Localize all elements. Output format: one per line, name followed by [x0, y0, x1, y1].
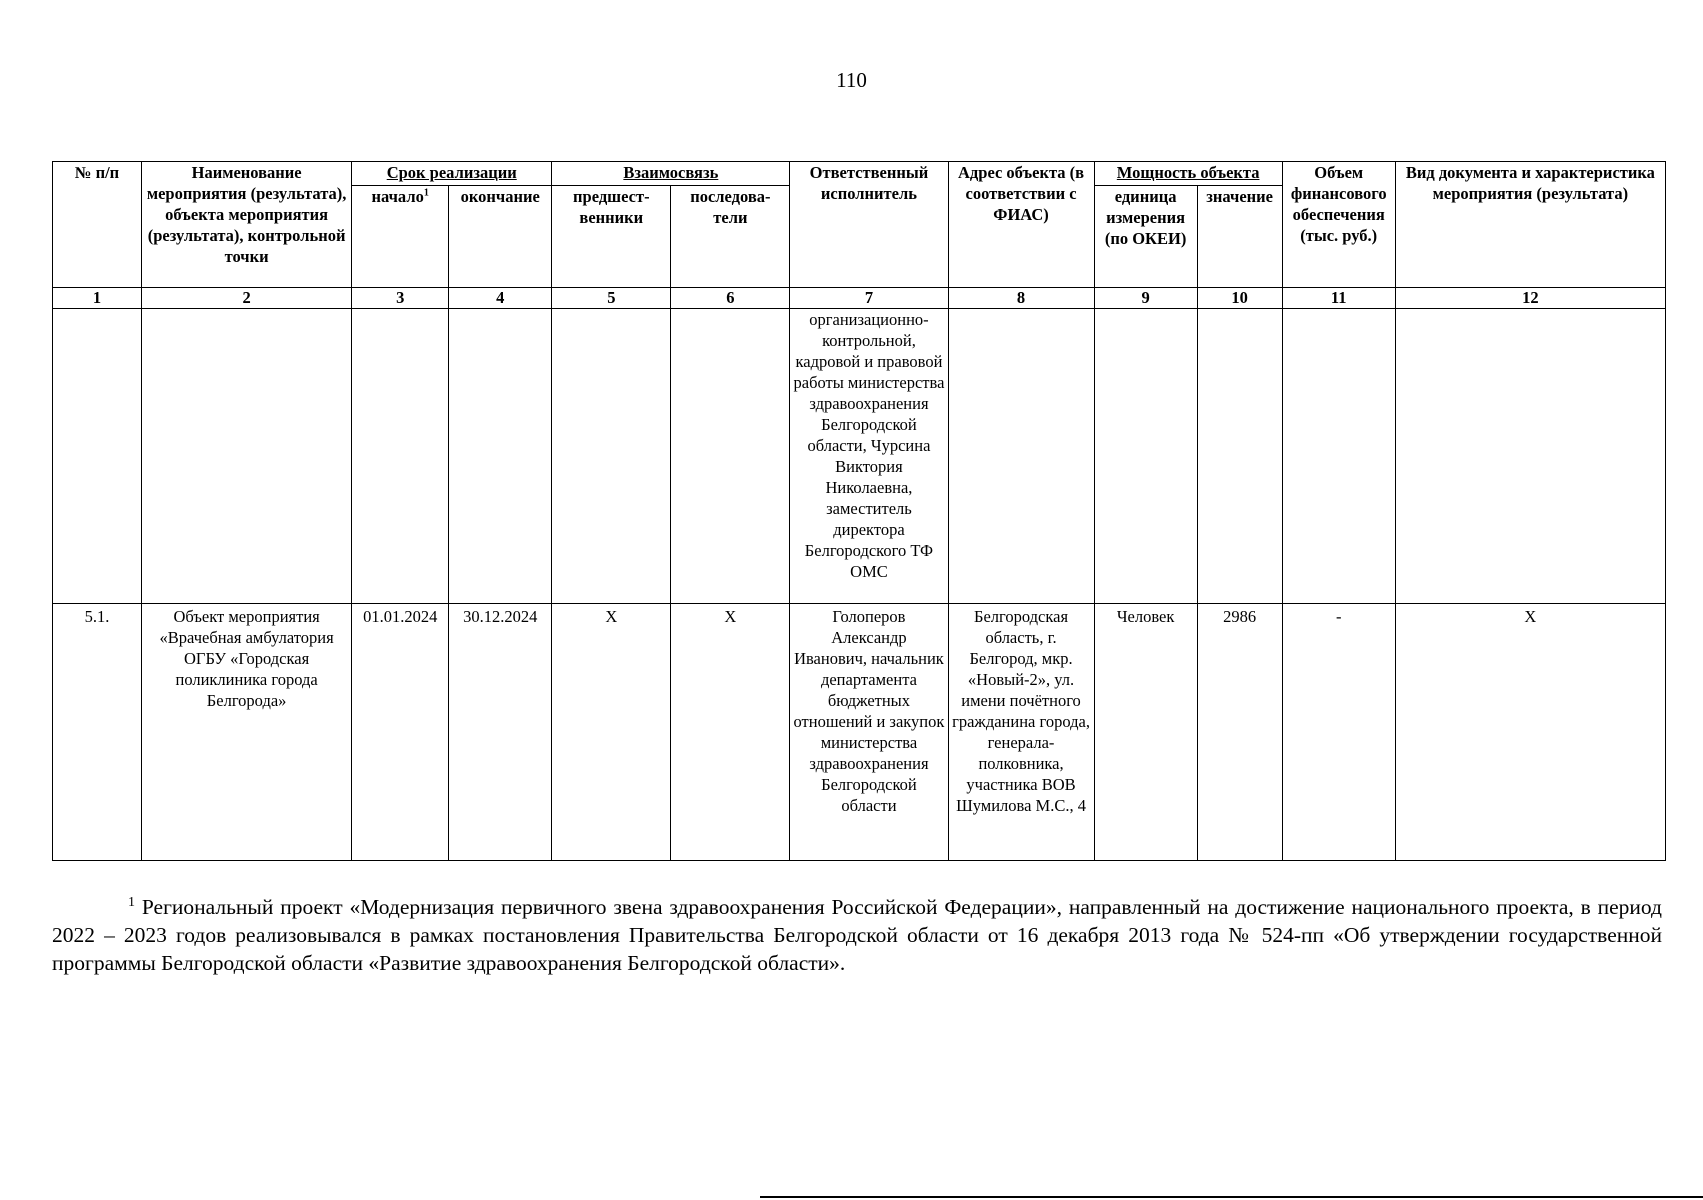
events-table: [52, 161, 1666, 861]
cell-unit: Человек: [1094, 604, 1197, 861]
column-number: 8: [948, 288, 1094, 309]
header-term-group: Срок реализации: [352, 162, 552, 186]
column-number: 4: [449, 288, 552, 309]
cell-doc: [1395, 309, 1665, 604]
header-predecessors: предшест-венники: [552, 186, 671, 288]
cell-doc: X: [1395, 604, 1665, 861]
header-doc: Вид документа и характеристика мероприятия (результата): [1395, 162, 1665, 288]
column-number: 12: [1395, 288, 1665, 309]
cell-finance: [1282, 309, 1395, 604]
cell-successors: [671, 309, 790, 604]
column-number: 3: [352, 288, 449, 309]
column-number: 6: [671, 288, 790, 309]
column-number: 7: [790, 288, 948, 309]
column-number: 9: [1094, 288, 1197, 309]
header-finance: Объем финансового обеспечения (тыс. руб.): [1282, 162, 1395, 288]
header-responsible: Ответственный исполнитель: [790, 162, 948, 288]
cell-address: [948, 309, 1094, 604]
column-number: 5: [552, 288, 671, 309]
cell-responsible: Голоперов Александр Иванович, начальник департамента бюджетных отношений и закупок министерства здравоохранения Белгородской области: [790, 604, 948, 861]
cell-name: [142, 309, 352, 604]
cell-value: [1197, 309, 1282, 604]
cell-predecessors: [552, 309, 671, 604]
header-unit: единица измерения (по ОКЕИ): [1094, 186, 1197, 288]
column-number: 11: [1282, 288, 1395, 309]
cell-start: [352, 309, 449, 604]
header-start: начало$^1$: [352, 186, 449, 288]
header-address: Адрес объекта (в соответствии с ФИАС): [948, 162, 1094, 288]
cell-predecessors: X: [552, 604, 671, 861]
cell-responsible: организационно-контрольной, кадровой и правовой работы министерства здравоохранения Белгородской области, Чурсина Виктория Николаевна, заместитель директора Белгородского ТФ ОМС: [790, 309, 948, 604]
header-successors: последова-тели: [671, 186, 790, 288]
column-numbers-row: [53, 288, 1666, 309]
cell-start: 01.01.2024: [352, 604, 449, 861]
footnote-text: Региональный проект «Модернизация первичного звена здравоохранения Российской Федерации», направленный на достижение национального проекта, в период 2022 – 2023 годов реализовывался в рамках постановления Правительства Белгородской области от 16 декабря 2013 года № 524-пп «Об утверждении государственной программы Белгородской области «Развитие здравоохранения Белгородской области».: [52, 895, 1662, 975]
cell-no: [53, 309, 142, 604]
header-no: № п/п: [53, 162, 142, 288]
cell-no: 5.1.: [53, 604, 142, 861]
cell-unit: [1094, 309, 1197, 604]
header-value: значение: [1197, 186, 1282, 288]
header-name: Наименование мероприятия (результата), объекта мероприятия (результата), контрольной точки: [142, 162, 352, 288]
cell-successors: X: [671, 604, 790, 861]
cell-address: Белгородская область, г. Белгород, мкр. «Новый-2», ул. имени почётного гражданина города, генерала-полковника, участника ВОВ Шумилова М.С., 4: [948, 604, 1094, 861]
cell-finance: -: [1282, 604, 1395, 861]
table-row: [53, 604, 1666, 861]
cell-name: Объект мероприятия «Врачебная амбулатория ОГБУ «Городская поликлиника города Белгорода»: [142, 604, 352, 861]
column-number: 10: [1197, 288, 1282, 309]
bottom-rule: [760, 1196, 1703, 1198]
cell-end: 30.12.2024: [449, 604, 552, 861]
table-row: [53, 309, 1666, 604]
column-number: 1: [53, 288, 142, 309]
cell-end: [449, 309, 552, 604]
header-relation-group: Взаимосвязь: [552, 162, 790, 186]
header-end: окончание: [449, 186, 552, 288]
header-capacity-group: Мощность объекта: [1094, 162, 1282, 186]
footnote-marker: 1: [128, 894, 135, 910]
column-number: 2: [142, 288, 352, 309]
page-number: 110: [836, 68, 867, 92]
cell-value: 2986: [1197, 604, 1282, 861]
footnote: [52, 893, 1662, 977]
